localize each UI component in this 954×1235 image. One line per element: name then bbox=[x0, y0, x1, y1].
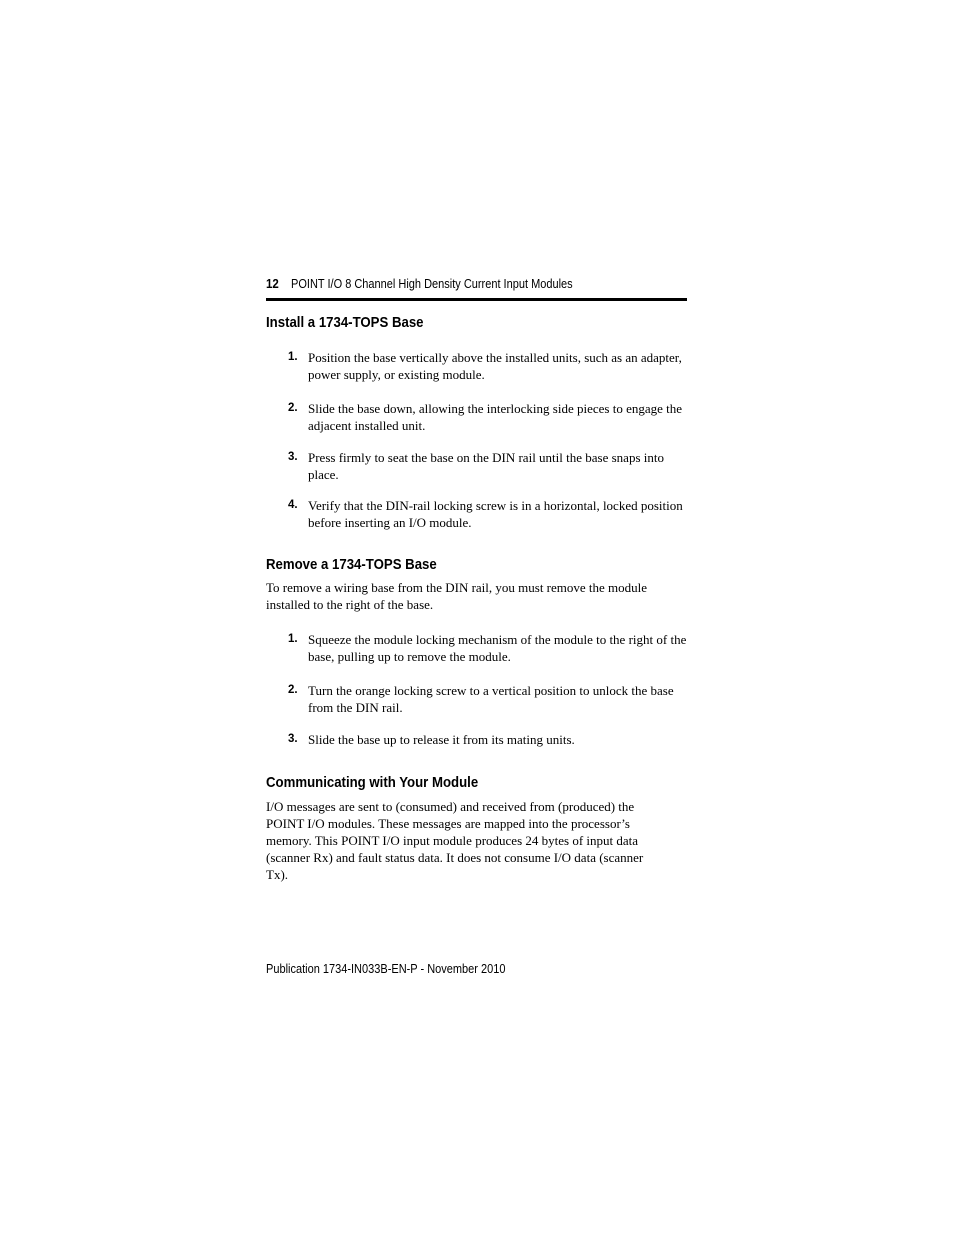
step-number: 3. bbox=[288, 733, 298, 745]
step-text: Squeeze the module locking mechanism of the module to the right of the base, pulling up to remove the module. bbox=[308, 632, 687, 664]
remove-heading: Remove a 1734-TOPS Base bbox=[266, 556, 437, 573]
step-number: 2. bbox=[288, 684, 298, 696]
step-text: Slide the base down, allowing the interlocking side pieces to engage the adjacent installed unit. bbox=[308, 401, 683, 433]
communicating-heading: Communicating with Your Module bbox=[266, 774, 479, 791]
header-title: POINT I/O 8 Channel High Density Current Input Modules bbox=[291, 277, 573, 291]
running-header bbox=[266, 270, 687, 301]
step-number: 1. bbox=[288, 633, 298, 645]
install-heading: Install a 1734-TOPS Base bbox=[266, 314, 424, 331]
page-content bbox=[266, 270, 687, 882]
step-number: 1. bbox=[288, 351, 298, 363]
step-text: Press firmly to seat the base on the DIN rail until the base snaps into place. bbox=[308, 450, 664, 482]
step-text: Slide the base up to release it from its mating units. bbox=[308, 732, 575, 747]
page-number: 12 bbox=[266, 277, 279, 291]
publication-footer: Publication 1734-IN033B-EN-P - November 2010 bbox=[266, 962, 506, 976]
step-number: 2. bbox=[288, 402, 298, 414]
step-number: 3. bbox=[288, 451, 298, 463]
step-text: Verify that the DIN-rail locking screw is in a horizontal, locked position before inserting an I/O module. bbox=[308, 498, 683, 530]
step-text: Position the base vertically above the installed units, such as an adapter, power supply, or existing module. bbox=[308, 350, 682, 382]
remove-intro: To remove a wiring base from the DIN rail, you must remove the module installed to the right of the base. bbox=[266, 580, 648, 612]
communicating-body: I/O messages are sent to (consumed) and received from (produced) the POINT I/O modules. These messages are mapped into the processor’s memory. This POINT I/O input module produces 24 bytes of input data (scanner Rx) and fault status data. It does not consume I/O data (scanner Tx). bbox=[266, 799, 644, 882]
step-text: Turn the orange locking screw to a vertical position to unlock the base from the DIN rail. bbox=[308, 683, 674, 715]
step-number: 4. bbox=[288, 499, 298, 511]
